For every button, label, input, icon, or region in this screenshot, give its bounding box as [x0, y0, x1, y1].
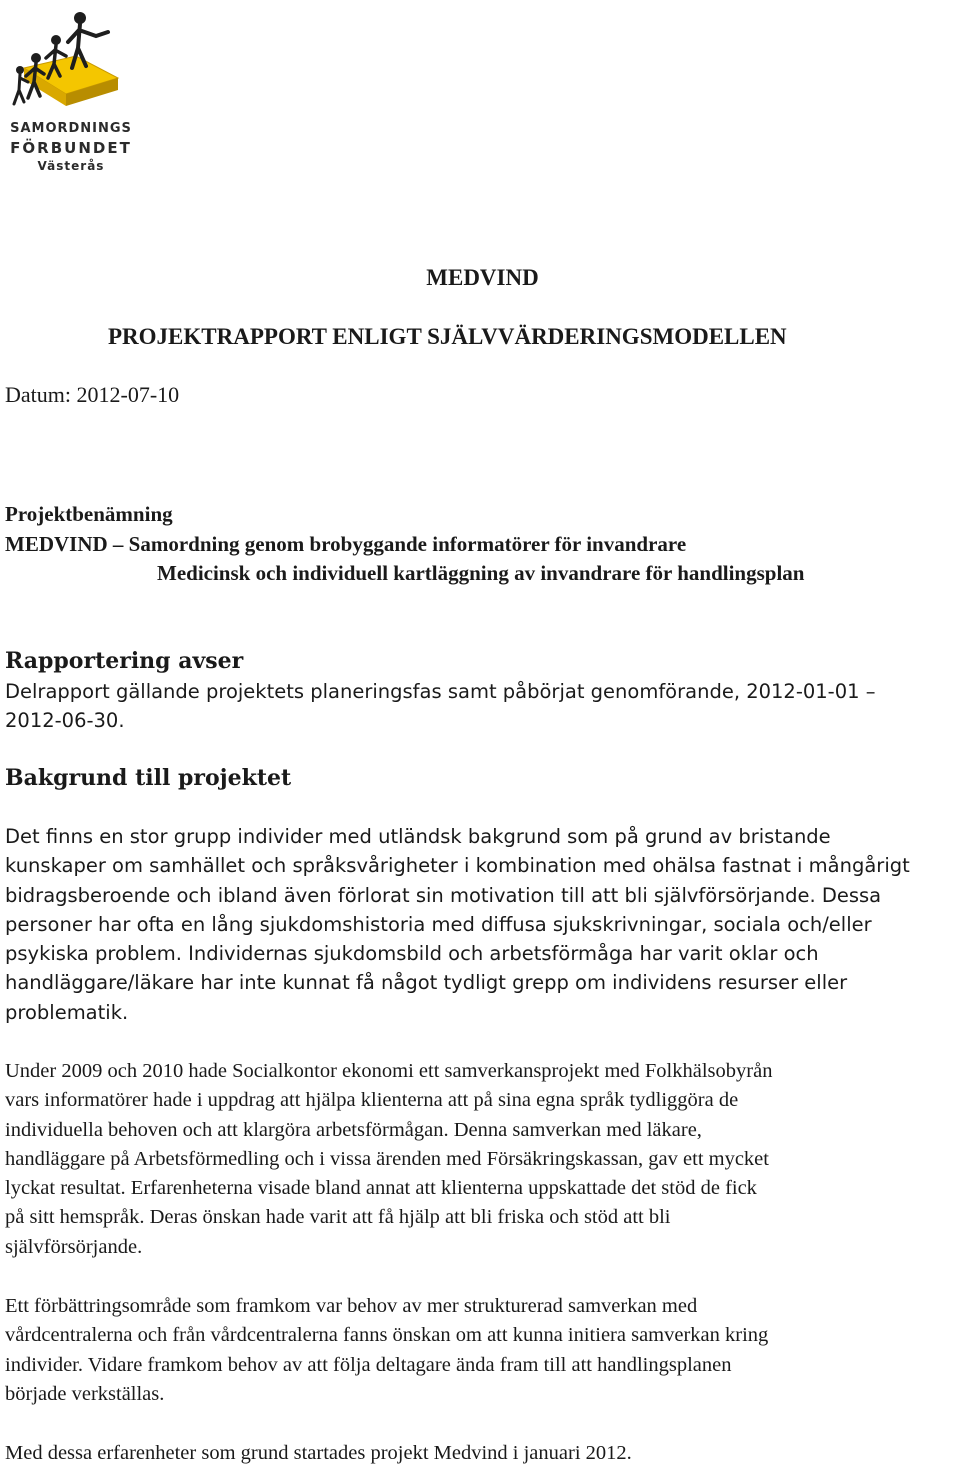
paragraph-line: Det finns en stor grupp individer med utländsk bakgrund som på grund av bristande	[5, 825, 831, 848]
report-date: Datum: 2012-07-10	[5, 382, 180, 407]
paragraph-line: psykiska problem. Individernas sjukdomsbild och arbetsförmåga har varit oklar och	[5, 942, 819, 966]
paragraph-line: individer. Vidare framkom behov av att följa deltagare ända fram till att handlingsplanen	[5, 1353, 732, 1376]
project-name-heading: Projektbenämning	[5, 502, 173, 526]
background-paragraph-2	[5, 1057, 960, 1262]
project-name-line1: MEDVIND – Samordning genom brobyggande informatörer för invandrare	[5, 531, 687, 556]
paragraph-line: självförsörjande.	[5, 1235, 143, 1258]
paragraph-line: på sitt hemspråk. Deras önskan hade varit att få hjälp att bli friska och stöd att bli	[5, 1206, 671, 1229]
background-paragraph-1	[5, 822, 960, 1027]
reporting-heading: Rapportering avser	[5, 648, 244, 674]
organization-logo	[6, 6, 136, 178]
logo-text-line1: SAMORDNINGS	[10, 121, 132, 136]
reporting-section	[5, 647, 960, 736]
project-name-section	[5, 500, 960, 589]
paragraph-line: personer har ofta en lång sjukdomshistoria med diffusa sjukskrivningar, sociala och/eller	[5, 912, 872, 936]
paragraph-line: Under 2009 och 2010 hade Socialkontor ekonomi ett samverkansprojekt med Folkhälsobyrån	[5, 1060, 773, 1082]
people-on-platform-logo-icon	[6, 6, 136, 118]
paragraph-line: lyckat resultat. Erfarenheterna visade bland annat att klienterna uppskattade det stöd de fick	[5, 1177, 757, 1200]
paragraph-line: handläggare/läkare har inte kunnat få något tydligt grepp om individens resurser eller	[5, 971, 848, 995]
paragraph-line: kunskaper om samhället och språksvårigheter i kombination med ohälsa fastnat i mångårigt	[5, 854, 910, 878]
document-title: MEDVIND	[426, 265, 539, 290]
project-name-line2: Medicinsk och individuell kartläggning av invandrare för handlingsplan	[157, 561, 805, 585]
paragraph-line: vårdcentralerna och från vårdcentralerna fanns önskan om att kunna initiera samverkan kring	[5, 1324, 769, 1347]
paragraph-line: vars informatörer hade i uppdrag att hjälpa klienterna att på sina egna språk tydliggöra de	[5, 1089, 739, 1112]
background-paragraph-4	[5, 1439, 960, 1468]
reporting-line1: Delrapport gällande projektets planeringsfas samt påbörjat genomförande, 2012-01-01 –	[5, 679, 876, 703]
document-subtitle: PROJEKTRAPPORT ENLIGT SJÄLVVÄRDERINGSMODELLEN	[108, 324, 787, 349]
paragraph-line: bidragsberoende och ibland även förlorat sin motivation till att bli självförsörjande. Dessa	[5, 883, 882, 907]
background-heading-block	[5, 764, 960, 794]
reporting-line2: 2012-06-30.	[5, 709, 125, 732]
paragraph-line: började verkställas.	[5, 1382, 165, 1405]
paragraph-line: handläggare på Arbetsförmedling och i vissa ärenden med Försäkringskassan, gav ett mycket	[5, 1147, 769, 1170]
paragraph-line: individuella behoven och att klargöra arbetsförmågan. Denna samverkan med läkare,	[5, 1118, 702, 1141]
background-paragraph-3	[5, 1292, 960, 1409]
logo-text-line3: Västerås	[37, 159, 105, 173]
paragraph-line: Med dessa erfarenheter som grund startades projekt Medvind i januari 2012.	[5, 1442, 632, 1464]
logo-text-line2: FÖRBUNDET	[10, 139, 132, 157]
background-heading: Bakgrund till projektet	[5, 765, 292, 791]
paragraph-line: problematik.	[5, 1000, 129, 1024]
paragraph-line: Ett förbättringsområde som framkom var behov av mer strukturerad samverkan med	[5, 1295, 698, 1317]
